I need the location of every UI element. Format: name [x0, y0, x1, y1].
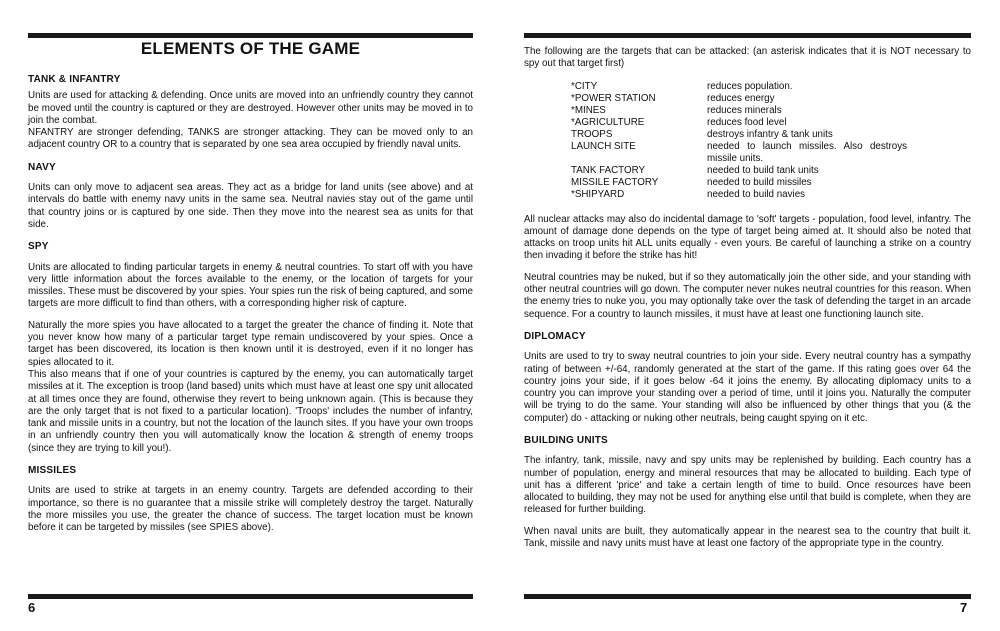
- section-heading-spy: SPY: [28, 241, 49, 253]
- target-effect: needed to launch missiles. Also destroys missile units.: [707, 141, 907, 165]
- section-heading-tank-infantry: TANK & INFANTRY: [28, 74, 121, 85]
- paragraph: Units can only move to adjacent sea areas. They act as a bridge for land units (see above) and at intervals do battle with enemy navy units in the same sea. Neutral navies stay out of the game until that country joins or is captured by one side. Then they move into the nearest sea as units for that side.: [28, 182, 473, 230]
- section-heading-missiles: MISSILES: [28, 465, 77, 477]
- page-number: 7: [960, 600, 968, 615]
- paragraph: This also means that if one of your countries is captured by the enemy, you can automatically target missiles at it. The exception is troop (land based) units which must have at least one spy unit allocated at all times once they are found, otherwise they revert to being unknown again. (This is because they are the only target that is not fixed to a particular location). 'Troops' includes the number of infantry, tank and missile units in a country, but not the location of the launch sites. If you have your own troops in an unfriendly country then you will automatically know the location & strength of enemy troops (since they are trying to kill you!).: [28, 368, 473, 454]
- paragraph: When naval units are built, they automatically appear in the nearest sea to the country that built it. Tank, missile and navy units must have at least one factory of the appropriate type in the country.: [524, 525, 971, 550]
- section-heading-building-units: BUILDING UNITS: [524, 434, 608, 446]
- page-number: 6: [28, 600, 36, 615]
- bottom-rule: [28, 594, 473, 599]
- paragraph: Units are allocated to finding particular targets in enemy & neutral countries. To start off with you have very little information about the forces available to the enemy, or the location of targets for your missiles. These must be discovered by your spies. Your spies run the risk of being captured, and some targets are more difficult to find than others, with a corresponding higher risk of capture.: [28, 261, 473, 310]
- right-text-column: [524, 46, 971, 554]
- target-effect: needed to build missiles: [707, 177, 812, 189]
- target-row: [571, 141, 907, 165]
- paragraph: All nuclear attacks may also do incidental damage to 'soft' targets - population, food level, infantry. The amount of damage done depends on the type of target being aimed at. It should also be noted that attacks on troop units hit ALL units equally - even yours. Be careful of launching a strike on a country then invading it before the strike has hit!: [524, 213, 971, 262]
- paragraph: Units are used to try to sway neutral countries to join your side. Every neutral country has a sympathy rating of between +/-64, randomly generated at the start of the game. If this rating goes over 64 the country joins your side, if it goes below -64 it joins the enemy. By allocating diplomacy units to a country you can improve your standing over a period of time, until it joins you. Naturally the computer will be trying to do the same. Your standing will also be influenced by other things that you (& the computer) do - attacking or nuking other neutrals, being caught spying on it etc.: [524, 351, 971, 424]
- target-row: [571, 129, 907, 141]
- section-heading-navy: NAVY: [28, 161, 56, 173]
- right-page: [500, 0, 1000, 631]
- target-row: [571, 177, 907, 189]
- target-name: *CITY: [571, 80, 598, 92]
- paragraph: The infantry, tank, missile, navy and spy units may be replenished by building. Each country has a number of population, energy and mineral resources that may be allocated to building. Each type of unit has a different 'price' and take a certain length of time to build. Once resources have been allocated to building, they may not be used for anything else until that build is complete, when they are released for further building.: [524, 455, 971, 516]
- target-effect: needed to build tank units: [707, 165, 819, 177]
- top-rule: [28, 33, 473, 38]
- target-name: LAUNCH SITE: [571, 141, 636, 153]
- targets-table: [571, 81, 907, 202]
- target-name: *MINES: [571, 104, 606, 116]
- paragraph: Units are used to strike at targets in an enemy country. Targets are defended according to their importance, so there is no guarantee that a missile strike will completely destroy the target. Naturally the more missiles you use, the greater the chance of success. The target location must be known before it can be targeted by missiles (see SPIES above).: [28, 485, 473, 534]
- top-rule: [524, 33, 971, 38]
- left-text-column: [28, 74, 473, 539]
- target-row: [571, 165, 907, 177]
- paragraph: Units are used for attacking & defending. Once units are moved into an unfriendly country they cannot be moved until the country is captured or they are destroyed. However other units may be moved in to join the combat.: [28, 90, 473, 126]
- target-name: TANK FACTORY: [571, 165, 646, 177]
- paragraph: Neutral countries may be nuked, but if so they automatically join the other side, and your standing with other neutral countries will go down. The computer never nukes neutral countries for this reason. When the enemy tries to nuke you, you may optionally take over the task of defending the target in an arcade sequence. For a country to launch missiles, it must have at least one functioning launch site.: [524, 271, 971, 320]
- paragraph: NFANTRY are stronger defending, TANKS are stronger attacking. They can be moved only to an adjacent country OR to a country that is separated by one sea area occupied by friendly naval units.: [28, 127, 473, 151]
- target-effect: destroys infantry & tank units: [707, 128, 833, 140]
- target-effect: needed to build navies: [707, 189, 806, 201]
- target-effect: reduces population.: [707, 80, 793, 92]
- target-row: [571, 81, 907, 93]
- target-name: *POWER STATION: [571, 92, 656, 104]
- target-name: *SHIPYARD: [571, 189, 625, 201]
- paragraph: Naturally the more spies you have allocated to a target the greater the chance of finding it. Note that you never know how many of a particular target type remain undiscovered by your spies. Once a target has been discovered, its location is then known until it is destroyed, even if it no longer has spies allocated to it.: [28, 319, 473, 368]
- target-row: [571, 105, 907, 117]
- intro-paragraph: The following are the targets that can be attacked: (an asterisk indicates that it is NOT necessary to spy out that target first): [524, 46, 971, 70]
- target-effect: reduces food level: [707, 116, 787, 128]
- target-name: *AGRICULTURE: [571, 116, 645, 128]
- target-effect: reduces minerals: [707, 104, 782, 116]
- target-effect: reduces energy: [707, 92, 775, 104]
- target-row: [571, 93, 907, 105]
- section-heading-diplomacy: DIPLOMACY: [524, 330, 586, 342]
- target-row: [571, 189, 907, 201]
- page-title: ELEMENTS OF THE GAME: [140, 39, 361, 58]
- bottom-rule: [524, 594, 971, 599]
- target-row: [571, 117, 907, 129]
- target-name: MISSILE FACTORY: [571, 177, 659, 189]
- target-name: TROOPS: [571, 128, 613, 140]
